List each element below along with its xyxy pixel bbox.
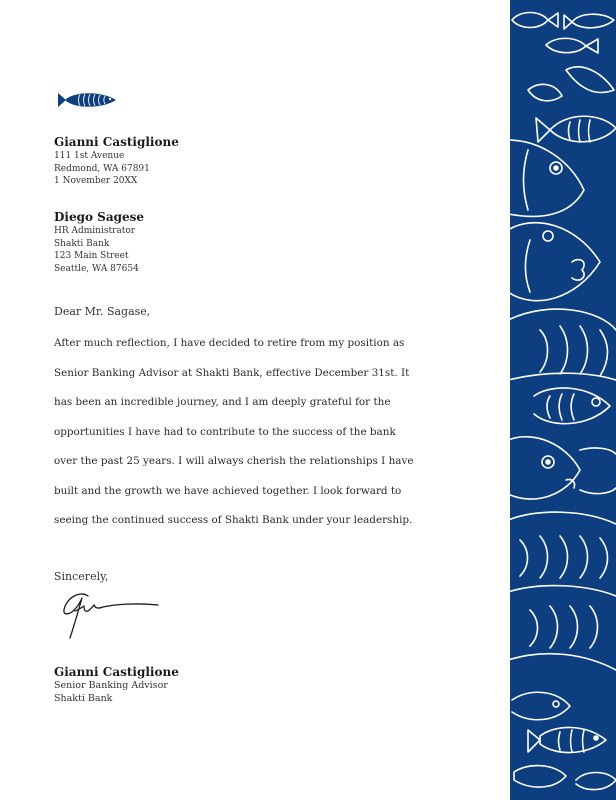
- recipient-title: HR Administrator: [54, 226, 136, 236]
- signature-block: [54, 665, 179, 705]
- recipient-city: Seattle, WA 87654: [54, 263, 139, 274]
- recipient-street: 123 Main Street: [54, 251, 129, 261]
- fish-pattern-sidebar: [510, 0, 616, 800]
- sender-city: Redmond, WA 67891: [54, 163, 150, 174]
- fish-pattern-icon: [510, 0, 616, 800]
- sender-street: 111 1st Avenue: [54, 151, 125, 161]
- letter-body: After much reflection, I have decided to retire from my position as Senior Banking Advisor at Shakti Bank, effective December 31st. It has been an incredible journey, and I am deeply grateful for the opportunities I have had to contribute to the success of the bank over the past 25 years. I will always cherish the relationships I have built and the growth we have achieved together. I look forward to seeing the continued success of Shakti Bank under your leadership.: [54, 337, 414, 526]
- signatory-title: Senior Banking Advisor: [54, 680, 168, 691]
- fish-icon: [56, 90, 118, 110]
- recipient-name: Diego Sagese: [54, 210, 145, 224]
- signature-icon: [58, 588, 162, 642]
- signatory-name: Gianni Castiglione: [54, 665, 179, 679]
- sender-name: Gianni Castiglione: [54, 135, 179, 149]
- letter-date: 1 November 20XX: [54, 176, 138, 186]
- sender-address-block: [54, 135, 179, 188]
- recipient-address-block: [54, 210, 144, 275]
- recipient-company: Shakti Bank: [54, 238, 110, 249]
- salutation: Dear Mr. Sagase,: [54, 305, 151, 318]
- signatory-company: Shakti Bank: [54, 692, 113, 704]
- closing: Sincerely,: [54, 570, 109, 583]
